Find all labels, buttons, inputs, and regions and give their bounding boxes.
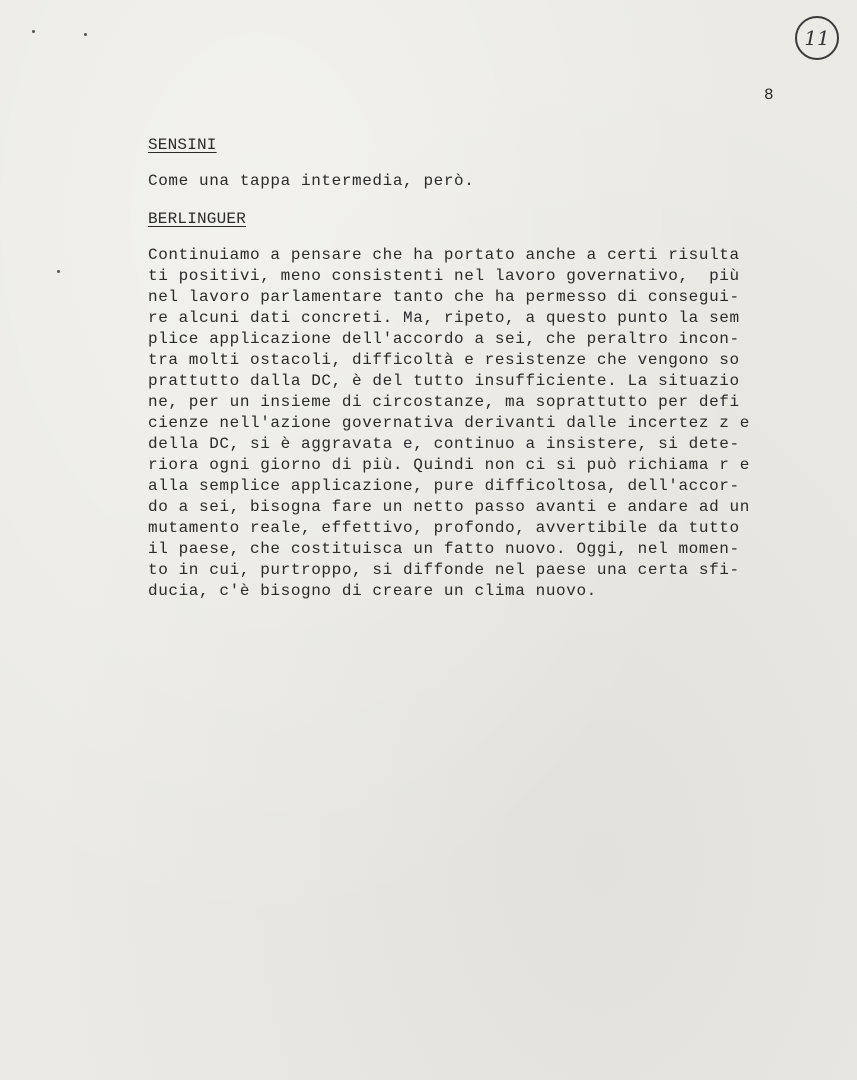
berlinguer-line: Continuiamo a pensare che ha portato anche a certi risulta (148, 246, 740, 264)
paper-speck (32, 30, 35, 33)
page-stamp (795, 16, 839, 60)
sensini-line: Come una tappa intermedia, però. (148, 172, 475, 190)
berlinguer-line: cienze nell'azione governativa derivanti dalle incertez z e (148, 414, 750, 432)
berlinguer-line: prattutto dalla DC, è del tutto insufficiente. La situazio (148, 372, 740, 390)
berlinguer-line: nel lavoro parlamentare tanto che ha permesso di consegui- (148, 288, 740, 306)
berlinguer-line: della DC, si è aggravata e, continuo a insistere, si dete- (148, 435, 740, 453)
paper-speck (57, 270, 60, 273)
berlinguer-line: mutamento reale, effettivo, profondo, avvertibile da tutto (148, 519, 740, 537)
berlinguer-line: re alcuni dati concreti. Ma, ripeto, a questo punto la sem (148, 309, 740, 327)
berlinguer-line: il paese, che costituisca un fatto nuovo. Oggi, nel momen- (148, 540, 740, 558)
berlinguer-line: do a sei, bisogna fare un netto passo avanti e andare ad un (148, 498, 750, 516)
page-number: 8 (764, 86, 774, 104)
paper-speck (84, 33, 87, 36)
berlinguer-line: alla semplice applicazione, pure difficoltosa, dell'accor- (148, 477, 740, 495)
berlinguer-line: to in cui, purtroppo, si diffonde nel paese una certa sfi- (148, 561, 740, 579)
berlinguer-line: ne, per un insieme di circostanze, ma soprattutto per defi (148, 393, 740, 411)
stamp-number: 11 (804, 26, 830, 50)
berlinguer-line: plice applicazione dell'accordo a sei, che peraltro incon- (148, 330, 740, 348)
speaker-heading-sensini: SENSINI (148, 136, 217, 154)
berlinguer-line: ti positivi, meno consistenti nel lavoro governativo, più (148, 267, 740, 285)
berlinguer-line: tra molti ostacoli, difficoltà e resistenze che vengono so (148, 351, 740, 369)
berlinguer-line: ducia, c'è bisogno di creare un clima nuovo. (148, 582, 597, 600)
speaker-heading-berlinguer: BERLINGUER (148, 210, 247, 228)
berlinguer-line: riora ogni giorno di più. Quindi non ci si può richiama r e (148, 456, 750, 474)
